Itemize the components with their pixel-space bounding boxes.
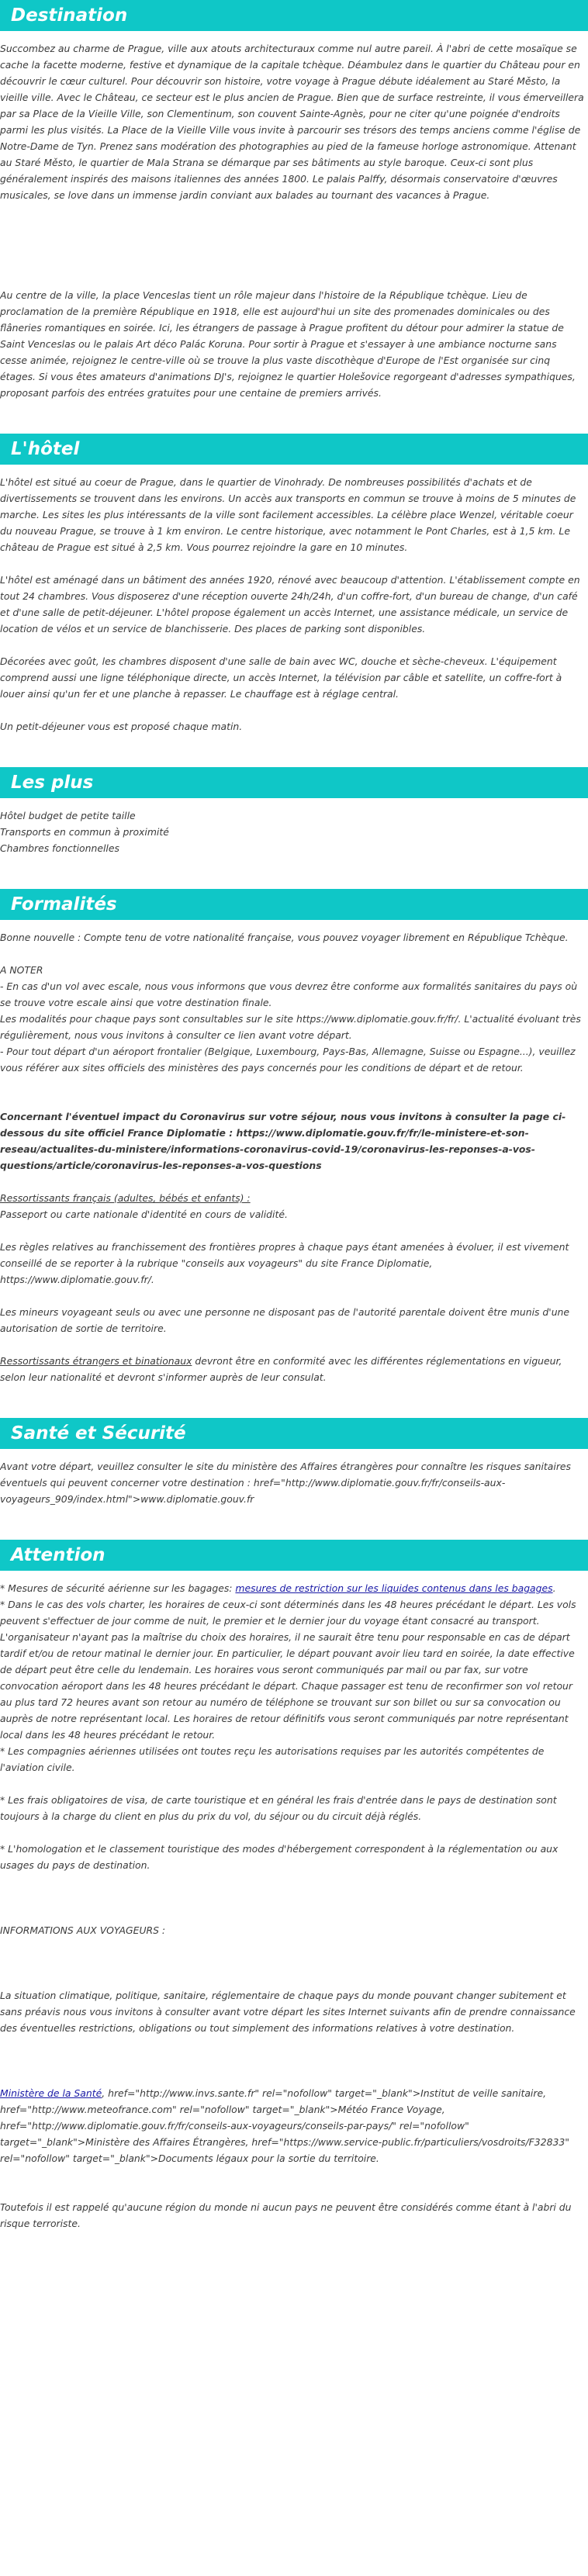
plus-item: Hôtel budget de petite taille (0, 810, 136, 821)
destination-paragraph-2: Au centre de la ville, la place Venceslas tient un rôle majeur dans l'histoire de la République tchèque. Lieu de proclamation de la première République en 1918, elle est aujourd'hui un site des promenades dominicales ou des flâneries romantiques en soirée. Ici, les étrangers de passage à Prague profitent du détour pour admirer la statue de Saint Venceslas ou le palais Art déco Palác Koruna. Pour sortir à Prague et s'essayer à une ambiance nocturne sans cesse animée, rejoignez le centre-ville où se trouve la plus vaste discothèque d'Europe de l'Est organisée sur cinq étages. Si vous êtes amateurs d'animations DJ's, rejoignez le quartier Holešovice regorgeant d'adresses sympathiques, proposant parfois des entrées gratuites pour une centaine de premiers arrivés. (0, 289, 576, 399)
hotel-paragraph-2: L'hôtel est aménagé dans un bâtiment des années 1920, rénové avec beaucoup d'attention. L'établissement compte en tout 24 chambres. Vous disposerez d'une réception ouverte 24h/24h, d'un coffre-fort, d'un bureau de change, d'un café et d'une salle de petit-déjeuner. L'hôtel propose également un accès Internet, une assistance médicale, un service de location de vélos et un service de blanchisserie. Des places de parking sont disponibles. (0, 574, 580, 634)
noter-item-1: - En cas d'un vol avec escale, nous vous informons que vous devrez être conforme aux formalités sanitaires du pays où se trouve votre escale ainsi que votre destination finale. (0, 980, 578, 1008)
ministere-sante-link[interactable]: Ministère de la Santé (0, 2087, 102, 2099)
mesures-restriction-link[interactable]: mesures de restriction sur les liquides contenus dans les bagages (235, 1582, 553, 1594)
plus-item: Transports en commun à proximité (0, 826, 169, 838)
etrangers-rest: devront être en conformité avec les différentes réglementations en vigueur, selon leur nationalité et devront s'informer auprès de leur consulat. (0, 1355, 562, 1383)
destination-section (0, 40, 588, 401)
ministere-text (0, 2085, 586, 2166)
mesures-text (0, 1580, 586, 1596)
attention-section (0, 1580, 588, 2248)
mesures-prefix: * Mesures de sécurité aérienne sur les bagages: (0, 1582, 236, 1594)
hotel-section (0, 474, 588, 735)
infos-voyageurs-title: INFORMATIONS AUX VOYAGEURS : (0, 1924, 166, 1936)
section-heading-sante: Santé et Sécurité (0, 1418, 588, 1449)
hotel-paragraph-3: Décorées avec goût, les chambres disposent d'une salle de bain avec WC, douche et sèche-cheveux. L'équipement comprend aussi une ligne téléphonique directe, un accès Internet, la télévision par câble et satellite, un coffre-fort à louer ainsi qu'un fer et une planche à repasser. Le chauffage est à réglage central. (0, 655, 562, 700)
section-heading-destination: Destination (0, 0, 588, 31)
hotel-paragraph-4: Un petit-déjeuner vous est proposé chaque matin. (0, 721, 243, 732)
horaires-text: * Dans le cas des vols charter, les horaires de ceux-ci sont déterminés dans les 48 heures précédant le départ. Les vols peuvent s'effectuer de jour comme de nuit, le premier et le dernier jour du voyage étant consacré au transport. L'organisateur n'ayant pas la maîtrise du choix des horaires, il ne saurait être tenu pour responsable en cas de départ tardif et/ou de retour matinal le dernier jour. En particulier, le départ pouvant avoir lieu tard en soirée, la date effective de départ peut être celle du lendemain. Les horaires vous seront communiqués par mail ou par fax, sur votre convocation aéroport dans les 48 heures précédant le départ. Chaque passager est tenu de reconfirmer son vol retour au plus tard 72 heures avant son retour au numéro de téléphone se trouvant sur son billet ou sur sa convocation ou auprès de notre représentant local. Les horaires de retour définitifs vous seront communiqués par notre représentant local dans les 48 heures précédant le retour. (0, 1599, 576, 1741)
formalites-intro: Bonne nouvelle : Compte tenu de votre nationalité française, vous pouvez voyager librement en République Tchèque. (0, 932, 569, 943)
noter-item-3: - Pour tout départ d'un aéroport frontalier (Belgique, Luxembourg, Pays-Bas, Allemagne, Suisse ou Espagne...), veuillez vous référer aux sites officiels des ministères des pays concernés pour les conditions de départ et de retour. (0, 1046, 576, 1074)
homologation-text: * L'homologation et le classement touristique des modes d'hébergement correspondent à la réglementation ou aux usages du pays de destination. (0, 1843, 559, 1871)
etrangers-text (0, 1353, 586, 1385)
noter-title: A NOTER (0, 964, 43, 976)
hotel-paragraph-1: L'hôtel est situé au coeur de Prague, dans le quartier de Vinohrady. De nombreuses possibilités d'achats et de divertissements se trouvent dans les environs. Un accès aux transports en commun se trouve à moins de 5 minutes de marche. Les sites les plus intéressants de la ville sont facilement accessibles. La célèbre place Wenzel, véritable coeur du nouveau Prague, se trouve à 1 km environ. Le centre historique, avec notamment le Pont Charles, est à 1,5 km. Le château de Prague est situé à 2,5 km. Vous pourrez rejoindre la gare en 10 minutes. (0, 476, 576, 553)
section-heading-attention: Attention (0, 1540, 588, 1571)
frais-text: * Les frais obligatoires de visa, de carte touristique et en général les frais d'entrée dans le pays de destination sont toujours à la charge du client en plus du prix du vol, du séjour ou du circuit déjà réglés. (0, 1794, 557, 1822)
passeport-text: Passeport ou carte nationale d'identité en cours de validité. (0, 1208, 288, 1220)
formalites-section (0, 929, 588, 1385)
etrangers-label: Ressortissants étrangers et binationaux (0, 1355, 192, 1367)
section-heading-formalites: Formalités (0, 889, 588, 920)
sante-section (0, 1458, 588, 1507)
situation-text: La situation climatique, politique, sanitaire, réglementaire de chaque pays du monde pouvant changer subitement et sans préavis nous vous invitons à consulter avant votre départ les sites Internet suivants afin de prendre connaissance des éventuelles restrictions, obligations ou tout simplement des informations relatives à votre destination. (0, 1990, 576, 2034)
compagnies-text: * Les compagnies aériennes utilisées ont toutes reçu les autorisations requises par les autorités compétentes de l'aviation civile. (0, 1745, 545, 1773)
regles-text: Les règles relatives au franchissement des frontières propres à chaque pays étant amenées à évoluer, il est vivement conseillé de se reporter à la rubrique "conseils aux voyageurs" du site France Diplomatie, https://www.diplomatie.gouv.fr/. (0, 1241, 569, 1285)
covid-notice: Concernant l'éventuel impact du Coronavirus sur votre séjour, nous vous invitons à consulter la page ci-dessous du site officiel France Diplomatie : https://www.diplomatie.gouv.fr/fr/le-ministere-et-son-reseau/actualites-du-ministere/informations-coronavirus-covid-19/coronavirus-les-reponses-a-vos-questions/article/coronavirus-les-reponses-a-vos-questions (0, 1111, 566, 1171)
ressortissants-francais-title: Ressortissants français (adultes, bébés et enfants) : (0, 1192, 251, 1204)
mesures-suffix: . (552, 1582, 556, 1594)
noter-item-2: Les modalités pour chaque pays sont consultables sur le site https://www.diplomatie.gouv.fr/fr/. L'actualité évoluant très régulièrement, nous vous invitons à consulter ce lien avant votre départ. (0, 1013, 581, 1041)
sante-text: Avant votre départ, veuillez consulter le site du ministère des Affaires étrangères pour connaître les risques sanitaires éventuels qui peuvent concerner votre destination : href="http://www.diplomatie.gouv.fr/fr/conseils-aux-voyageurs_909/index.html">www.diplomatie.gouv.fr (0, 1461, 571, 1505)
plus-item: Chambres fonctionnelles (0, 842, 119, 854)
plus-section (0, 807, 588, 856)
destination-paragraph-1: Succombez au charme de Prague, ville aux atouts architecturaux comme nul autre pareil. À l'abri de cette mosaïque se cache la facette moderne, festive et dynamique de la capitale tchèque. Déambulez dans le quartier du Château pour en découvrir le cœur culturel. Pour découvrir son histoire, votre voyage à Prague débute idéalement au Staré Město, la vieille ville. Avec le Château, ce secteur est le plus ancien de Prague. Bien que de surface restreinte, il vous émerveillera par sa Place de la Vieille Ville, son Clementinum, son couvent Sainte-Agnès, pour ne citer qu'une poignée d'endroits parmi les plus visités. La Place de la Vieille Ville vous invite à parcourir ses trésors des temps anciens comme l'église de Notre-Dame de Tyn. Prenez sans modération des photographies au pied de la fameuse horloge astronomique. Attenant au Staré Město, le quartier de Mala Strana se démarque par ses bâtiments au style baroque. Ceux-ci sont plus généralement inspirés des maisons italiennes des années 1800. Le palais Palffy, désormais conservatoire d'œuvres musicales, se love dans un immense jardin conviant aux balades au tournant des vacances à Prague. (0, 43, 584, 201)
ministere-rest: , href="http://www.invs.sante.fr" rel="nofollow" target="_blank">Institut de veille sanitaire, href="http://www.meteofrance.com" rel="nofollow" target="_blank">Météo France Voyage, href="http://www.diplomatie.gouv.fr/fr/conseils-aux-voyageurs/conseils-par-pays/" rel="nofollow" target="_blank">Ministère des Affaires Étrangères, href="https://www.service-public.fr/particuliers/vosdroits/F32833" rel="nofollow" target="_blank">Documents légaux pour la sortie du territoire. (0, 2087, 569, 2164)
toutefois-text: Toutefois il est rappelé qu'aucune région du monde ni aucun pays ne peuvent être considérés comme étant à l'abri du risque terroriste. (0, 2201, 572, 2229)
mineurs-text: Les mineurs voyageant seuls ou avec une personne ne disposant pas de l'autorité parentale doivent être munis d'une autorisation de sortie de territoire. (0, 1306, 570, 1334)
section-heading-plus: Les plus (0, 767, 588, 798)
section-heading-hotel: L'hôtel (0, 434, 588, 465)
